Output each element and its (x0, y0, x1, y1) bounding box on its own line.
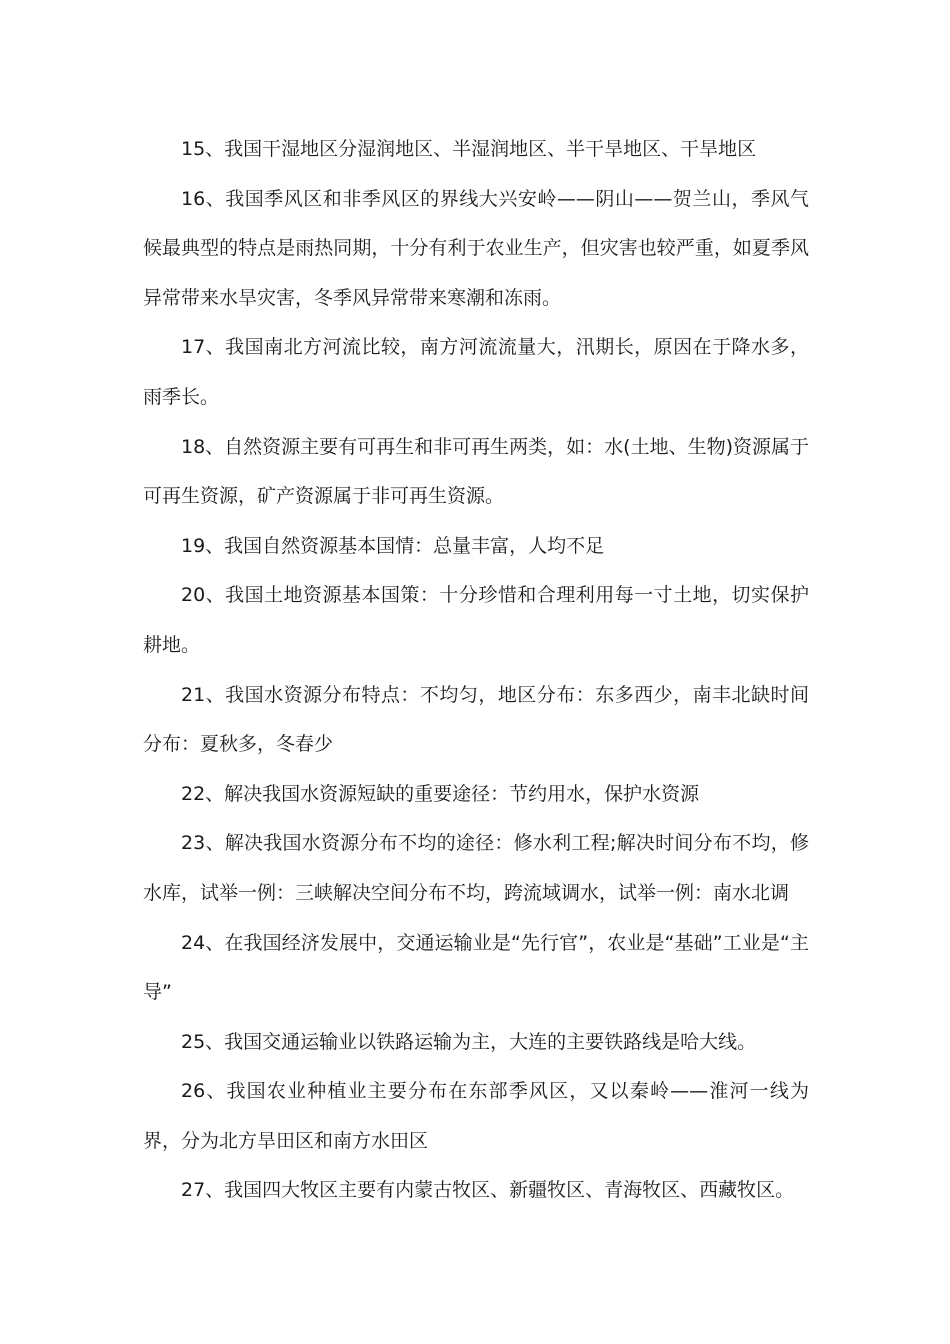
paragraph-17: 17、我国南北方河流比较，南方河流流量大，汛期长，原因在于降水多，雨季长。 (143, 336, 809, 408)
paragraph-15: 15、我国干湿地区分湿润地区、半湿润地区、半干旱地区、干旱地区 (181, 138, 757, 160)
paragraph-19: 19、我国自然资源基本国情：总量丰富，人均不足 (181, 534, 605, 557)
paragraph-25: 25、我国交通运输业以铁路运输为主，大连的主要铁路线是哈大线。 (181, 1030, 757, 1053)
paragraph-16: 16、我国季风区和非季风区的界线大兴安岭——阴山——贺兰山，季风气候最典型的特点是雨热同期，十分有利于农业生产，但灾害也较严重，如夏季风异常带来水旱灾害，冬季风异常带来寒潮和冻雨。 (143, 187, 809, 309)
paragraph-27: 27、我国四大牧区主要有内蒙古牧区、新疆牧区、青海牧区、西藏牧区。 (181, 1179, 795, 1202)
paragraph-23: 23、解决我国水资源分布不均的途径：修水利工程;解决时间分布不均，修水库，试举一例：三峡解决空间分布不均，跨流域调水，试举一例：南水北调 (143, 832, 809, 904)
paragraph-18: 18、自然资源主要有可再生和非可再生两类，如：水(土地、生物)资源属于可再生资源，矿产资源属于非可再生资源。 (143, 435, 810, 508)
document-page (143, 125, 809, 1216)
paragraph-26: 26、我国农业种植业主要分布在东部季风区，又以秦岭——淮河一线为界，分为北方旱田区和南方水田区 (143, 1080, 809, 1152)
paragraph-21: 21、我国水资源分布特点：不均匀，地区分布：东多西少，南丰北缺时间分布：夏秋多，冬春少 (143, 683, 809, 756)
paragraph-20: 20、我国土地资源基本国策：十分珍惜和合理利用每一寸土地，切实保护耕地。 (143, 584, 809, 656)
paragraph-22: 22、解决我国水资源短缺的重要途径：节约用水，保护水资源 (181, 782, 700, 805)
paragraph-24: 24、在我国经济发展中，交通运输业是“先行官”，农业是“基础”工业是“主导” (143, 931, 809, 1004)
